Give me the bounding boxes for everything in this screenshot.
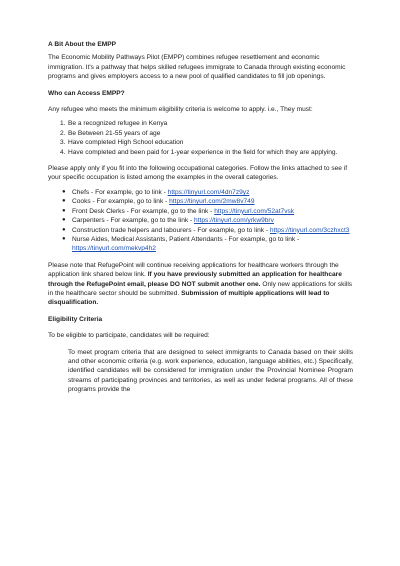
category-link[interactable]: https://tinyurl.com/2mw8v749	[169, 198, 255, 206]
bullet-icon: ●	[62, 226, 66, 233]
category-item: ● Front Desk Clerks - For example, go to the link - https://tinyurl.com/52at7vsk	[62, 207, 295, 215]
category-link[interactable]: https://tinyurl.com/4dn7z9yz	[167, 188, 250, 196]
eligibility-heading: Eligibility Criteria	[48, 315, 103, 323]
criteria-list	[48, 119, 353, 157]
access-intro: Any refugee who meets the minimum eligibility criteria is welcome to apply. i.e., They must:	[48, 106, 313, 114]
categories-intro: Please apply only if you fit into the following occupational categories. Follow the links attached to see if your specific occupation is listed among the examples in the overall categories.	[48, 165, 348, 182]
category-item: ● Carpenters - For example, go to the link - https://tinyurl.com/yrkw9brv	[62, 217, 274, 225]
bullet-icon: ●	[62, 235, 66, 242]
access-heading: Who can Access EMPP?	[48, 89, 125, 97]
category-link[interactable]: https://tinyurl.com/52at7vsk	[214, 207, 295, 215]
about-paragraph: The Economic Mobility Pathways Pilot (EMPP) combines refugee resettlement and economic immigration. It's a pathway that helps skilled refugees immigrate to Canada through existing economic programs and gives employers access to a new pool of qualified candidates to fill job openings.	[48, 54, 346, 81]
criteria-item: 4. Have completed and been paid for 1-year experience in the field for which they are applying.	[60, 148, 338, 156]
category-item: ● Cooks - For example, go to link - https://tinyurl.com/2mw8v749	[62, 198, 255, 206]
category-item: ● Chefs - For example, go to link - https://tinyurl.com/4dn7z9yz	[62, 188, 250, 196]
bullet-icon: ●	[62, 217, 66, 224]
bullet-icon: ●	[62, 188, 66, 195]
categories-list	[48, 188, 353, 254]
category-item: ● Construction trade helpers and labourers - For example, go to link - https://tinyurl.com/3czhxct3	[62, 226, 350, 234]
healthcare-note: Please note that RefugePoint will continue receiving applications for healthcare workers through the application link shared below link. If you have previously submitted an application for healthcare through the RefugePoint email, please DO NOT submit another one. Only new applications for skills in the healthcare sector should be submitted. Submission of multiple applications will lead to disqualification.	[48, 261, 353, 307]
about-heading: A Bit About the EMPP	[48, 41, 117, 48]
category-item: ● Nurse Aides, Medical Assistants, Patient Attendants - For example, go to link - https://tinyurl.com/mekvp4h2	[62, 235, 300, 253]
criteria-item: 2. Be Between 21-55 years of age	[60, 129, 161, 137]
category-link[interactable]: https://tinyurl.com/3czhxct3	[269, 226, 350, 234]
criteria-item: 1. Be a recognized refugee in Kenya	[60, 120, 168, 128]
eligibility-intro: To be eligible to participate, candidates will be required:	[48, 332, 210, 340]
bullet-icon: ●	[62, 198, 66, 205]
category-link[interactable]: https://tinyurl.com/mekvp4h2	[72, 245, 156, 253]
category-link[interactable]: https://tinyurl.com/yrkw9brv	[194, 217, 274, 225]
bullet-icon: ●	[62, 207, 66, 214]
criteria-item: 3. Have completed High School education	[60, 139, 184, 147]
eligibility-paragraph: To meet program criteria that are designed to select immigrants to Canada based on their skills and other economic criteria (e.g. work experience, education, language abilities, etc.) Specifically, identified candidates will be considered for immigration under the Provincial Nominee Program streams of participating provinces and territories, as well as under federal programs. All of these programs provide the	[68, 348, 353, 394]
